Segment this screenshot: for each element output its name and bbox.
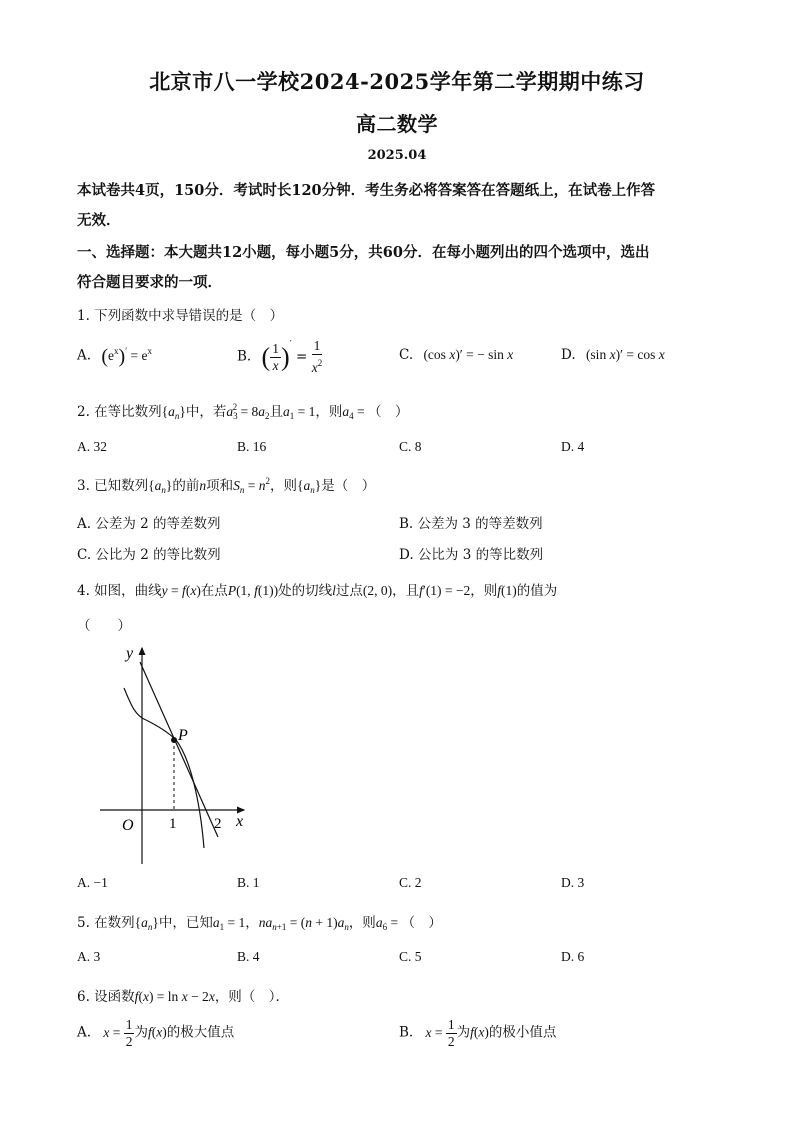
q6-option-a: A. x = $\frac{1}{2}$ 为f(x)的极大值点 <box>77 1017 235 1049</box>
q3-option-b: B. 公差为 3 的等差数列 <box>399 516 543 532</box>
q3-option-c: C. 公比为 2 的等比数列 <box>77 547 221 563</box>
curve-f <box>124 688 204 848</box>
section-heading-line2: 符合题目要求的一项． <box>77 274 222 291</box>
q4-option-b: B. 1 <box>237 875 260 890</box>
tangent-line-l <box>140 662 218 837</box>
exam-title: 北京市八一学校2024-2025学年第二学期期中练习 <box>149 69 645 94</box>
question-1-stem: 1. 下列函数中求导错误的是（ ） <box>77 308 284 324</box>
q4-option-d: D. 3 <box>561 875 585 890</box>
question-2-stem: 2. 在等比数列$\{a_n\}$中，若$a_3^2 = 8a_2$且$a_1 = 1$，则$a_4$ = （ ） <box>77 402 409 421</box>
point-p-label: P <box>178 727 188 744</box>
option-label: A. <box>77 347 92 364</box>
q1-option-a: A. $(e^x)' = e^x$ <box>77 345 153 367</box>
q4-option-a: A. −1 <box>77 875 108 890</box>
option-label: C. <box>399 347 414 363</box>
point-p <box>171 737 177 743</box>
q1-option-c: C. (cos x)′ = − sin x <box>399 347 514 363</box>
q3-option-a: A. 公差为 2 的等差数列 <box>77 516 221 532</box>
q6-option-b: B. x = $\frac{1}{2}$ 为f(x)的极小值点 <box>399 1017 557 1049</box>
q2-option-c: C. 8 <box>399 439 422 454</box>
q3-option-d: D. 公比为 3 的等比数列 <box>399 547 544 563</box>
tangent-figure <box>96 640 256 870</box>
q4-option-c: C. 2 <box>399 875 422 890</box>
exam-subject: 高二数学 <box>356 112 438 136</box>
q1-option-b: B. ( $\frac{1}{x}$ )′ = $\frac{1}{x^2}$ <box>237 338 323 375</box>
instructions-line2: 无效． <box>77 212 121 229</box>
q2-option-b: B. 16 <box>237 439 267 454</box>
exam-date: 2025.04 <box>367 148 427 163</box>
question-3-stem: 3. 已知数列$\{a_n\}$的前n项和$S_n = n^2$，则$\{a_n\}$是（ ） <box>77 476 376 495</box>
section-heading-line1: 一、选择题：本大题共12小题，每小题5分，共60分．在每小题列出的四个选项中，选出 <box>77 244 650 261</box>
tick-2-label: 2 <box>214 816 222 832</box>
q5-option-b: B. 4 <box>237 949 260 964</box>
q5-option-a: A. 3 <box>77 949 101 964</box>
q2-option-d: D. 4 <box>561 439 585 454</box>
q1-option-d: D. (sin x)′ = cos x <box>561 347 665 363</box>
option-label: D. <box>561 347 576 363</box>
q2-option-a: A. 32 <box>77 439 107 454</box>
q5-option-d: D. 6 <box>561 949 585 964</box>
question-6-stem: 6. 设函数f(x) = ln x − 2x，则（ ）． <box>77 989 290 1005</box>
instructions-line1: 本试卷共4页，150分．考试时长120分钟．考生务必将答案答在答题纸上，在试卷上作答 <box>77 182 656 199</box>
question-4-stem: 4. 如图，曲线y = f(x)在点P(1, f(1))处的切线l过点(2, 0)，且f′(1) = −2，则f(1)的值为 <box>77 583 558 599</box>
tick-1-label: 1 <box>169 816 177 832</box>
x-axis-label: x <box>236 813 244 830</box>
q5-option-c: C. 5 <box>399 949 422 964</box>
origin-label: O <box>122 817 134 834</box>
question-4-paren: （ ） <box>77 618 131 634</box>
y-axis-label: y <box>126 645 134 662</box>
option-label: B. <box>237 348 252 365</box>
question-5-stem: 5. 在数列$\{a_n\}$中，已知$a_1 = 1$，$na_{n+1} = (n + 1)a_n$，则$a_6$ = （ ） <box>77 915 442 932</box>
